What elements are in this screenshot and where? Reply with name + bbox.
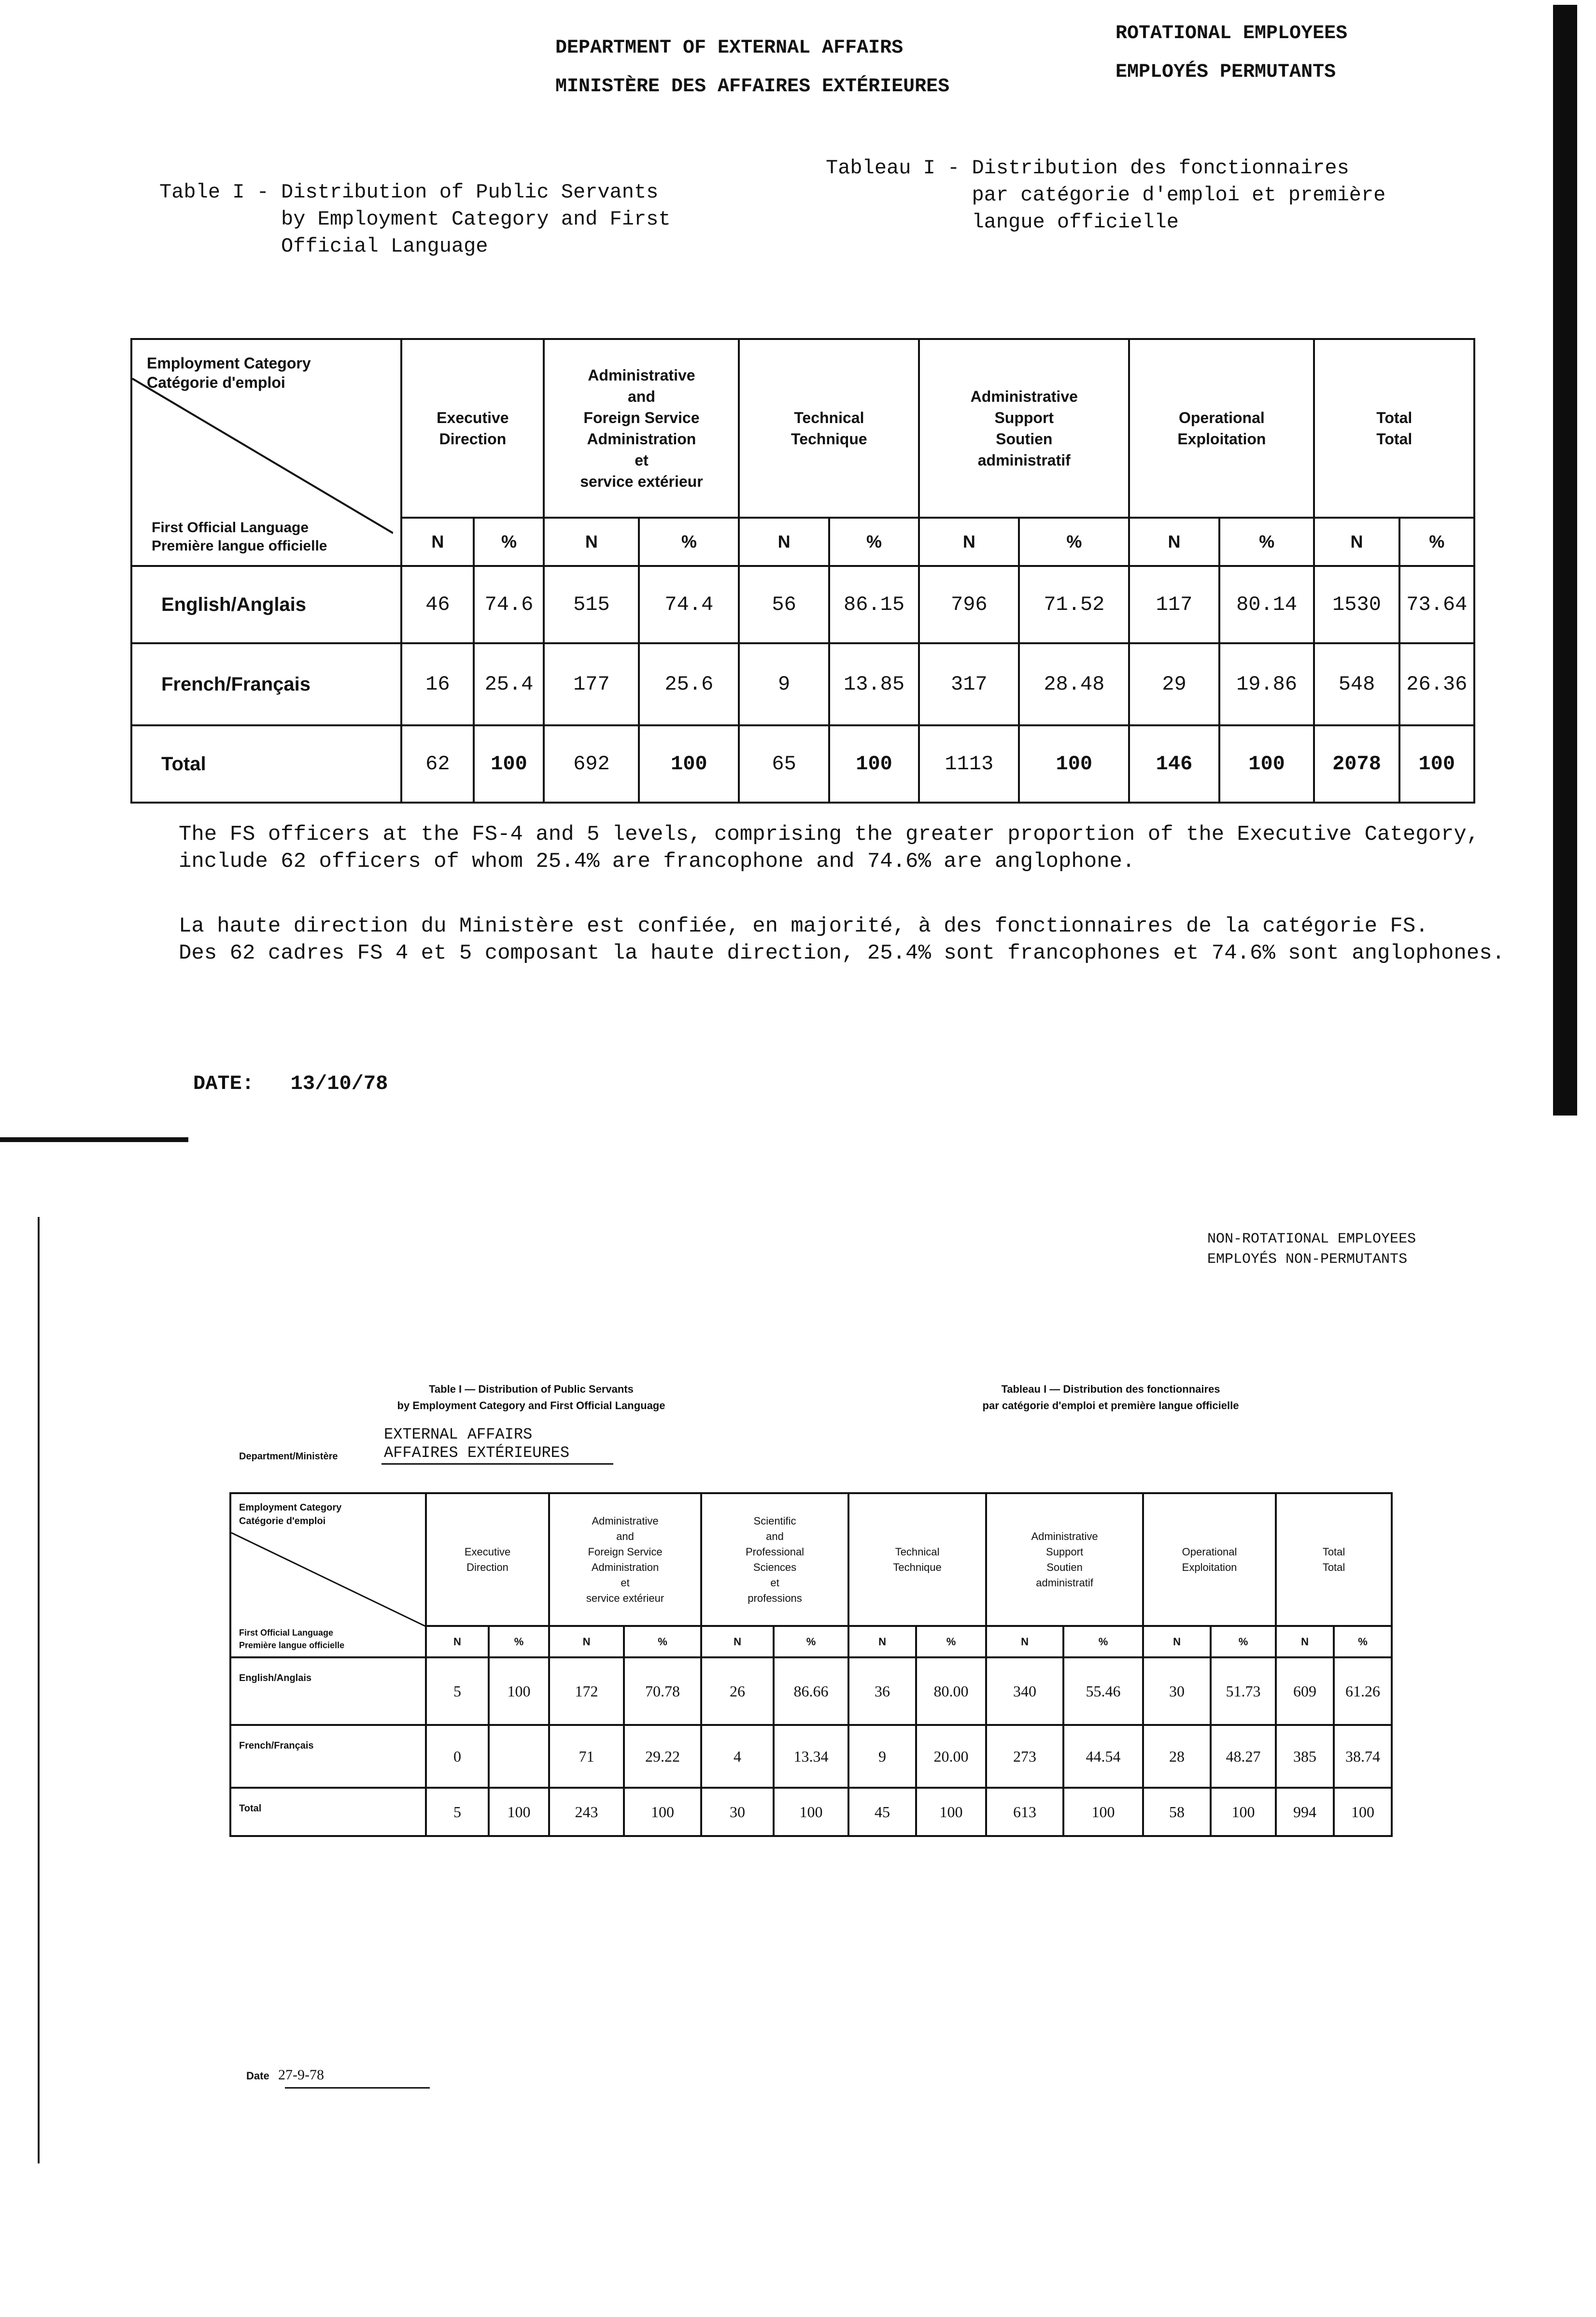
cell: 13.34 [774, 1725, 848, 1788]
n-header: N [919, 518, 1019, 566]
n-header: N [426, 1626, 489, 1657]
cell: 26 [701, 1657, 774, 1725]
col-header-admin-support: Administrative Support Soutien administratif [919, 339, 1129, 518]
cell: 100 [829, 725, 919, 803]
table2-title-en: Table I — Distribution of Public Servants by Employment Category and First Official Language [397, 1383, 665, 1412]
cell: 4 [701, 1725, 774, 1788]
n-header: N [986, 1626, 1063, 1657]
cell: 100 [1019, 725, 1129, 803]
n-header: N [544, 518, 639, 566]
n-header: N [1143, 1626, 1211, 1657]
cell: 515 [544, 566, 639, 643]
corner-bottom-fr: Première langue officielle [239, 1640, 345, 1650]
pct-header: % [1063, 1626, 1143, 1657]
table1-title-en: Table I - Distribution of Public Servants by Employment Category and First Official Language [159, 181, 671, 258]
date-line-2 [246, 2067, 324, 2083]
cell: 28.48 [1019, 643, 1129, 725]
pct-header: % [639, 518, 739, 566]
col-header-technical: Technical Technique [739, 339, 919, 518]
cell: 73.64 [1399, 566, 1474, 643]
cell: 340 [986, 1657, 1063, 1725]
cell: 317 [919, 643, 1019, 725]
col-header-technical: Technical Technique [848, 1493, 986, 1626]
department-value [384, 1426, 569, 1462]
rotational-en: ROTATIONAL EMPLOYEES [1116, 23, 1348, 44]
cell: 172 [549, 1657, 624, 1725]
cell: 385 [1276, 1725, 1334, 1788]
corner-bottom-en: First Official Language [239, 1628, 334, 1638]
cell: 56 [739, 566, 829, 643]
nonrotational-fr: EMPLOYÉS NON-PERMUTANTS [1207, 1251, 1408, 1268]
n-header: N [848, 1626, 916, 1657]
cell: 25.6 [639, 643, 739, 725]
cell: 30 [701, 1788, 774, 1836]
cell: 613 [986, 1788, 1063, 1836]
cell: 100 [1399, 725, 1474, 803]
col-header-admin-support: Administrative Support Soutien administratif [986, 1493, 1143, 1626]
col-header-executive: Executive Direction [426, 1493, 549, 1626]
cell: 100 [916, 1788, 986, 1836]
date2-value: 27-9-78 [278, 2067, 325, 2083]
n-header: N [1314, 518, 1399, 566]
table-row-total [131, 725, 1474, 803]
department-name-fr: MINISTÈRE DES AFFAIRES EXTÉRIEURES [555, 76, 950, 98]
table2-title-fr: Tableau I — Distribution des fonctionnaires par catégorie d'emploi et première langue officielle [982, 1383, 1239, 1412]
department-label: Department/Ministère [239, 1451, 338, 1462]
cell: 86.66 [774, 1657, 848, 1725]
col-header-scientific: Scientific and Professional Sciences et professions [701, 1493, 848, 1626]
col-header-total: Total Total [1314, 339, 1474, 518]
cell: 609 [1276, 1657, 1334, 1725]
n-header: N [401, 518, 474, 566]
cell: 30 [1143, 1657, 1211, 1725]
cell: 100 [489, 1788, 549, 1836]
pct-header: % [624, 1626, 701, 1657]
department-name-en: DEPARTMENT OF EXTERNAL AFFAIRS [555, 37, 904, 59]
corner-top-fr: Catégorie d'emploi [239, 1516, 326, 1526]
table-row [230, 1657, 1392, 1725]
cell: 5 [426, 1788, 489, 1836]
cell: 100 [489, 1657, 549, 1725]
table-row [230, 1725, 1392, 1788]
cell: 29.22 [624, 1725, 701, 1788]
table1-corner-cell [131, 339, 401, 566]
cell: 13.85 [829, 643, 919, 725]
row-label-french: French/Français [230, 1725, 426, 1788]
nonrotational-en: NON-ROTATIONAL EMPLOYEES [1207, 1231, 1416, 1247]
cell: 74.4 [639, 566, 739, 643]
date-value: 13/10/78 [290, 1072, 388, 1095]
table1-title-fr: Tableau I - Distribution des fonctionnaires par catégorie d'emploi et première langue officielle [826, 156, 1386, 234]
cell: 29 [1129, 643, 1219, 725]
cell: 9 [848, 1725, 916, 1788]
pct-header: % [474, 518, 544, 566]
col-header-total: Total Total [1276, 1493, 1392, 1626]
date2-label: Date [246, 2070, 269, 2082]
cell: 100 [1219, 725, 1314, 803]
col-header-admin-foreign: Administrative and Foreign Service Administration et service extérieur [544, 339, 739, 518]
n-header: N [1129, 518, 1219, 566]
cell: 20.00 [916, 1725, 986, 1788]
scan-edge-bar [1553, 5, 1577, 1116]
n-header: N [549, 1626, 624, 1657]
n-header: N [739, 518, 829, 566]
rotational-fr: EMPLOYÉS PERMUTANTS [1116, 61, 1336, 83]
cell: 100 [639, 725, 739, 803]
cell: 25.4 [474, 643, 544, 725]
department-value-fr: AFFAIRES EXTÉRIEURES [384, 1444, 570, 1462]
corner-top-fr: Catégorie d'emploi [147, 374, 285, 391]
row-label-english: English/Anglais [131, 566, 401, 643]
cell: 71.52 [1019, 566, 1129, 643]
cell: 0 [426, 1725, 489, 1788]
cell: 2078 [1314, 725, 1399, 803]
cell: 1113 [919, 725, 1019, 803]
cell: 9 [739, 643, 829, 725]
paragraph-fr: La haute direction du Ministère est confiée, en majorité, à des fonctionnaires de la catégorie FS. Des 62 cadres FS 4 et 5 composant la haute direction, 25.4% sont francophones et 74.6% sont anglophones. [179, 914, 1505, 965]
cell: 19.86 [1219, 643, 1314, 725]
cell: 80.00 [916, 1657, 986, 1725]
corner-bottom-en: First Official Language [152, 520, 309, 536]
row-label-english: English/Anglais [230, 1657, 426, 1725]
pct-header: % [774, 1626, 848, 1657]
col-header-executive: Executive Direction [401, 339, 544, 518]
table-row-total [230, 1788, 1392, 1836]
cell: 5 [426, 1657, 489, 1725]
department-underline [381, 1463, 613, 1465]
cell: 74.6 [474, 566, 544, 643]
scan-margin-line [38, 1217, 40, 2163]
date2-underline [285, 2087, 430, 2089]
cell: 45 [848, 1788, 916, 1836]
rotational-heading [1116, 14, 1347, 92]
n-header: N [1276, 1626, 1334, 1657]
cell: 28 [1143, 1725, 1211, 1788]
cell: 38.74 [1334, 1725, 1392, 1788]
col-header-operational: Operational Exploitation [1129, 339, 1314, 518]
pct-header: % [489, 1626, 549, 1657]
table1 [130, 338, 1475, 804]
cell: 16 [401, 643, 474, 725]
department-heading [555, 29, 949, 106]
cell: 36 [848, 1657, 916, 1725]
pct-header: % [1019, 518, 1129, 566]
pct-header: % [1399, 518, 1474, 566]
row-label-french: French/Français [131, 643, 401, 725]
corner-top-en: Employment Category [239, 1502, 342, 1513]
cell: 117 [1129, 566, 1219, 643]
cell: 58 [1143, 1788, 1211, 1836]
cell: 71 [549, 1725, 624, 1788]
cell: 86.15 [829, 566, 919, 643]
cell: 146 [1129, 725, 1219, 803]
cell: 51.73 [1211, 1657, 1276, 1725]
paragraph-en: The FS officers at the FS-4 and 5 levels, comprising the greater proportion of the Executive Category, include 62 officers of whom 25.4% are francophone and 74.6% are anglophone. [179, 822, 1480, 874]
n-header: N [701, 1626, 774, 1657]
cell: 100 [1063, 1788, 1143, 1836]
pct-header: % [1211, 1626, 1276, 1657]
cell: 273 [986, 1725, 1063, 1788]
date-label: DATE: [193, 1072, 254, 1095]
nonrotational-heading [1207, 1229, 1416, 1270]
cell: 243 [549, 1788, 624, 1836]
cell: 100 [774, 1788, 848, 1836]
cell: 48.27 [1211, 1725, 1276, 1788]
cell: 796 [919, 566, 1019, 643]
col-header-operational: Operational Exploitation [1143, 1493, 1276, 1626]
cell: 80.14 [1219, 566, 1314, 643]
cell: 61.26 [1334, 1657, 1392, 1725]
table2 [229, 1492, 1393, 1837]
cell: 177 [544, 643, 639, 725]
date-line-1 [193, 1072, 388, 1095]
pct-header: % [1219, 518, 1314, 566]
cell: 1530 [1314, 566, 1399, 643]
cell: 65 [739, 725, 829, 803]
cell: 26.36 [1399, 643, 1474, 725]
corner-bottom-fr: Première langue officielle [152, 538, 327, 554]
department-value-en: EXTERNAL AFFAIRS [384, 1426, 533, 1443]
cell: 692 [544, 725, 639, 803]
page-separator [0, 1137, 188, 1142]
row-label-total: Total [230, 1788, 426, 1836]
cell: 100 [624, 1788, 701, 1836]
table-row [131, 643, 1474, 725]
cell: 100 [1211, 1788, 1276, 1836]
cell: 44.54 [1063, 1725, 1143, 1788]
row-label-total: Total [131, 725, 401, 803]
cell: 62 [401, 725, 474, 803]
corner-top-en: Employment Category [147, 354, 311, 372]
pct-header: % [1334, 1626, 1392, 1657]
cell: 100 [1334, 1788, 1392, 1836]
table-row [131, 566, 1474, 643]
pct-header: % [916, 1626, 986, 1657]
cell: 994 [1276, 1788, 1334, 1836]
table2-corner-cell [230, 1493, 426, 1657]
cell: 100 [474, 725, 544, 803]
cell [489, 1725, 549, 1788]
cell: 70.78 [624, 1657, 701, 1725]
cell: 46 [401, 566, 474, 643]
cell: 548 [1314, 643, 1399, 725]
col-header-admin-foreign: Administrative and Foreign Service Administration et service extérieur [549, 1493, 701, 1626]
pct-header: % [829, 518, 919, 566]
cell: 55.46 [1063, 1657, 1143, 1725]
